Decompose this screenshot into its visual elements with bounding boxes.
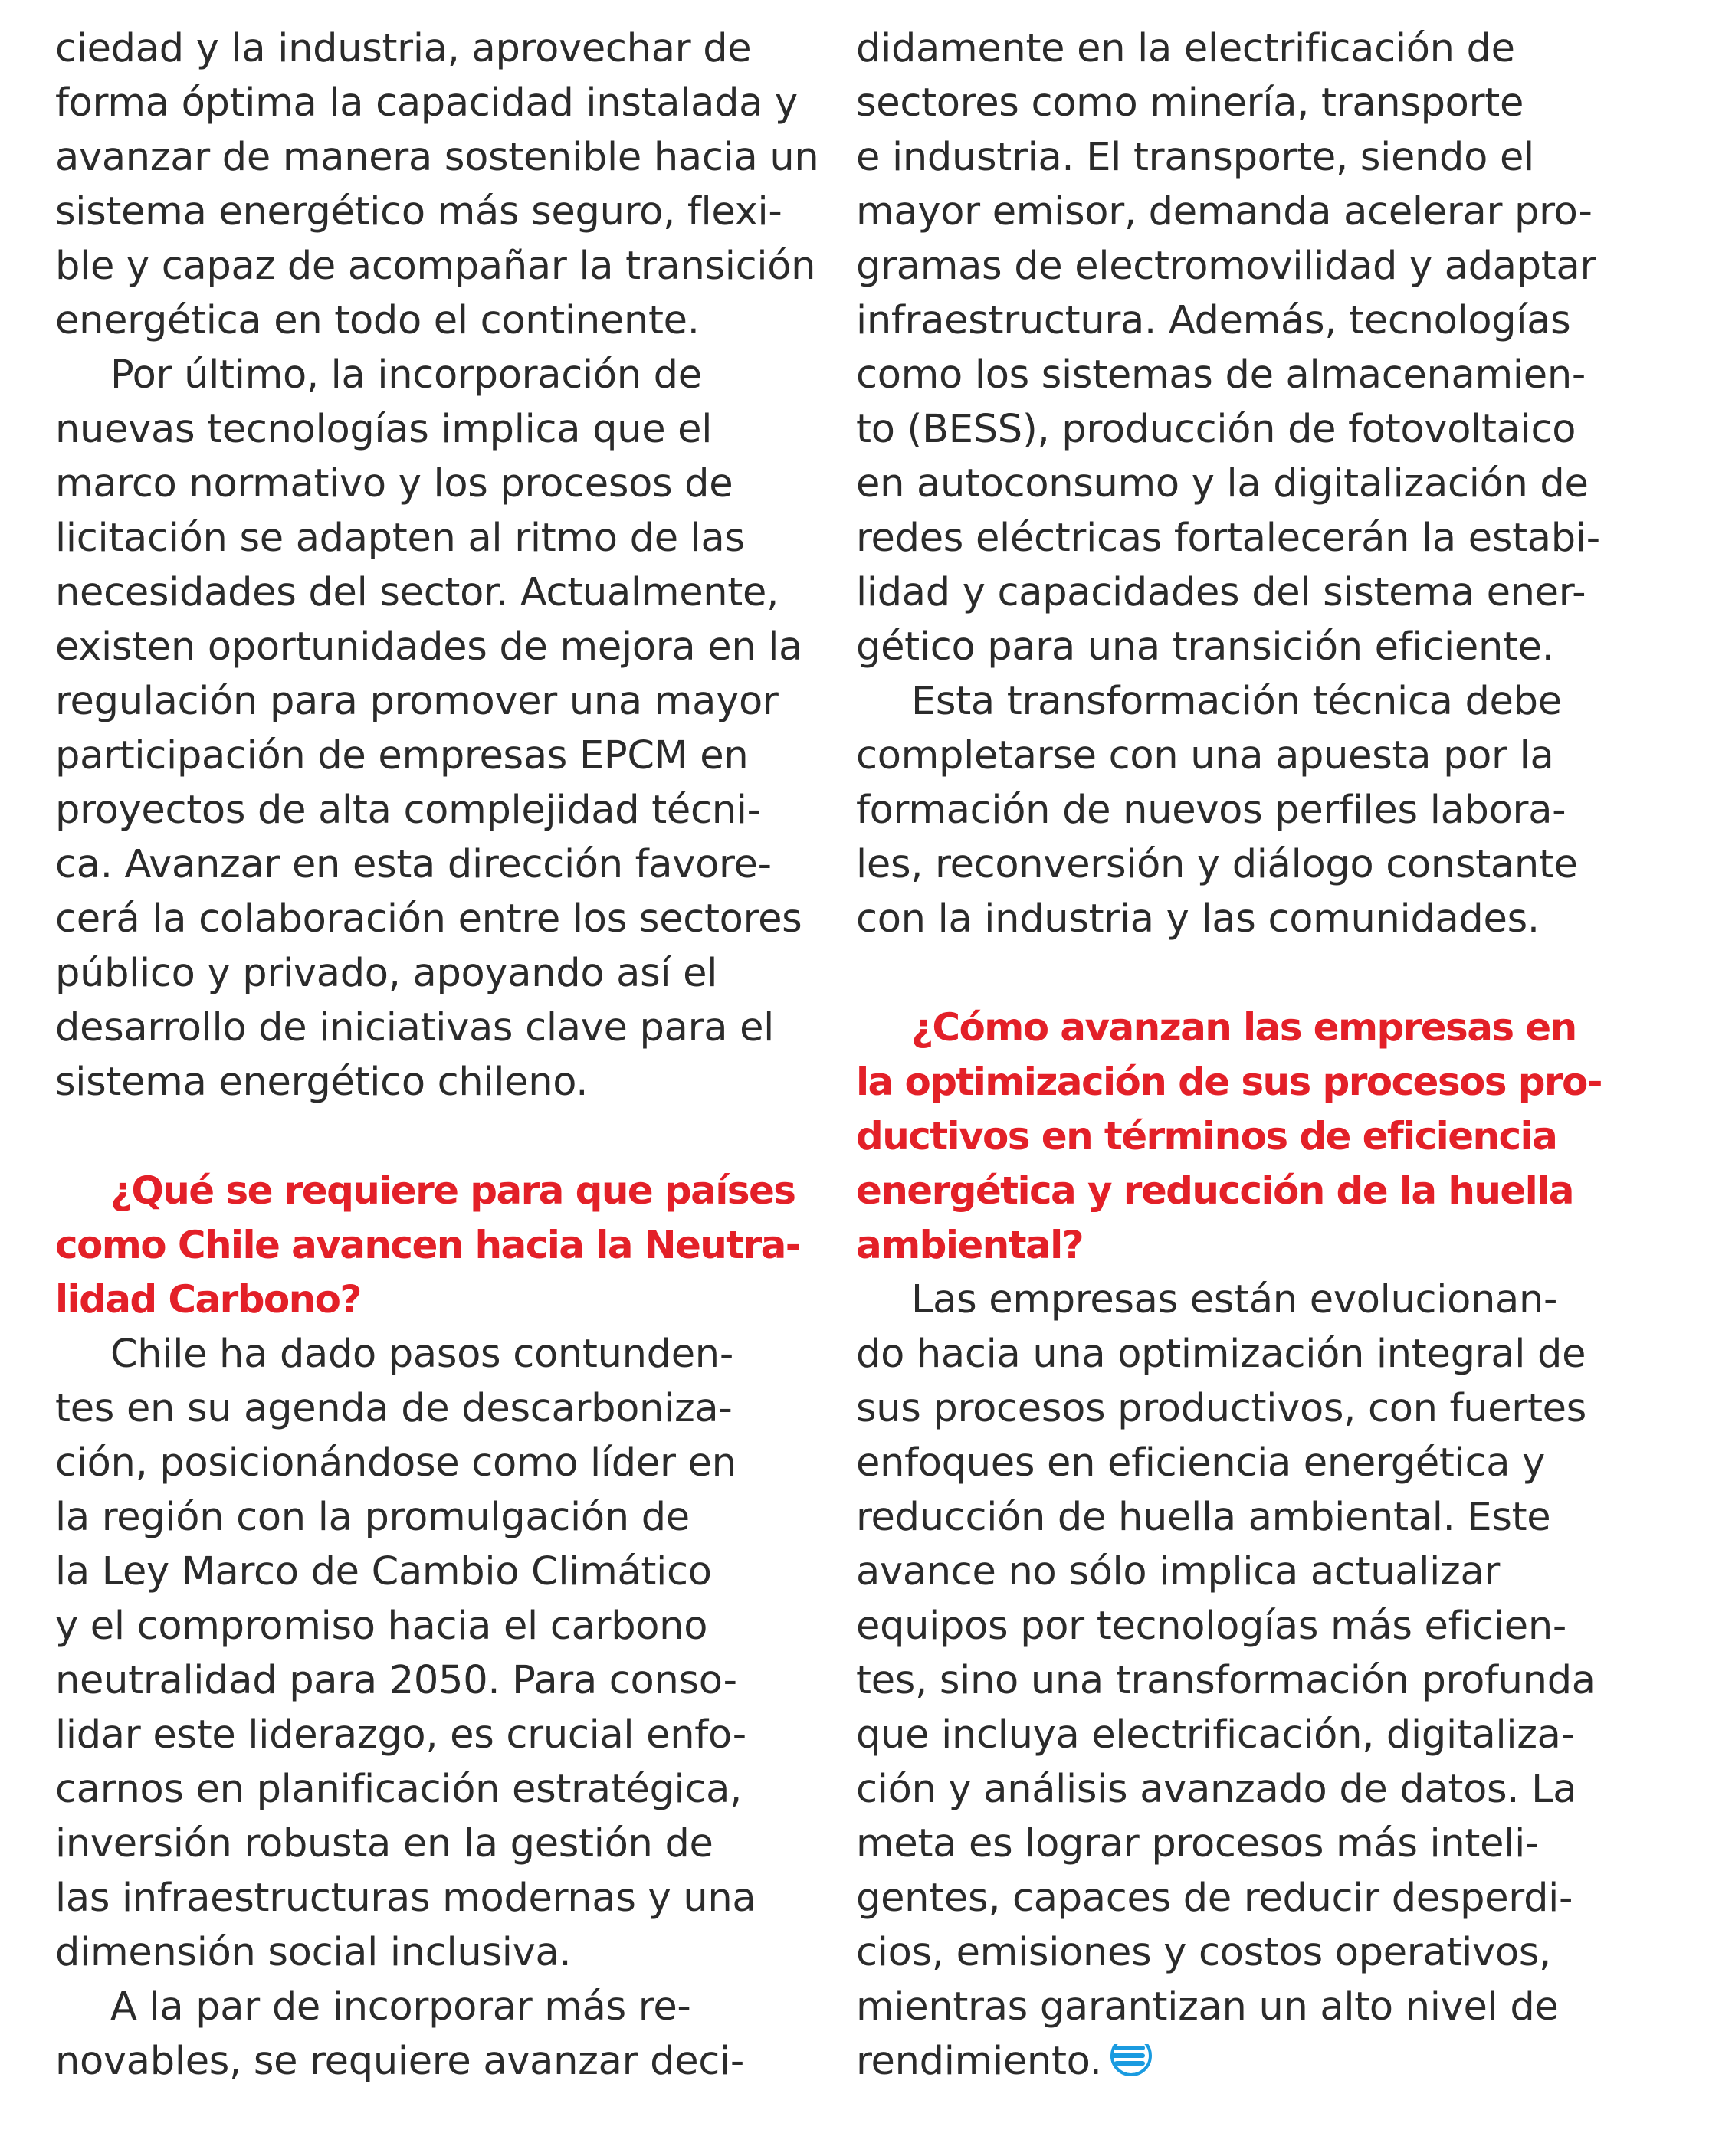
text-line: sistema energético más seguro, flexi- [55, 189, 782, 234]
text-line: ca. Avanzar en esta dirección favore- [55, 842, 772, 887]
text-line: como los sistemas de almacenamien- [856, 352, 1586, 398]
text-line: carnos en planificación estratégica, [55, 1767, 743, 1812]
text-line: enfoques en eficiencia energética y [856, 1440, 1545, 1486]
text-line-last [856, 2034, 1668, 2089]
text-line: y el compromiso hacia el carbono [55, 1604, 708, 1649]
text-line: la región con la promulgación de [55, 1495, 690, 1540]
text-line: público y privado, apoyando así el [55, 951, 718, 996]
text-line: ción, posicionándose como líder en [55, 1440, 736, 1486]
text-line: formación de nuevos perfiles labora- [856, 788, 1566, 833]
heading-line: ductivos en términos de eficiencia [856, 1114, 1557, 1158]
text-line: en autoconsumo y la digitalización de [856, 461, 1589, 506]
left-paragraph-3 [55, 1327, 822, 1980]
text-line: ble y capaz de acompañar la transición [55, 244, 816, 289]
text-line: novables, se requiere avanzar deci- [55, 2039, 745, 2084]
text-line: marco normativo y los procesos de [55, 461, 733, 506]
text-line: sectores como minería, transporte [856, 80, 1524, 126]
text-line: sistema energético chileno. [55, 1060, 589, 1105]
text-line: lidad y capacidades del sistema ener- [856, 570, 1586, 615]
text-line: meta es lograr procesos más inteli- [856, 1821, 1540, 1866]
section-gap [856, 946, 1668, 1001]
right-paragraph-1 [856, 21, 1668, 674]
text-line: proyectos de alta complejidad técni- [55, 788, 761, 833]
text-line: reducción de huella ambiental. Este [856, 1495, 1551, 1540]
heading-line: ambiental? [856, 1223, 1084, 1267]
heading-line: ¿Qué se requiere para que países [110, 1168, 795, 1213]
text-line: ciedad y la industria, aprovechar de [55, 26, 752, 71]
text-line: sus procesos productivos, con fuertes [856, 1386, 1587, 1431]
text-line: mayor emisor, demanda acelerar pro- [856, 189, 1593, 234]
left-paragraph-4 [55, 1980, 822, 2089]
text-line: avance no sólo implica actualizar [856, 1549, 1501, 1594]
text-line: A la par de incorporar más re- [110, 1984, 691, 2030]
text-line: infraestructura. Además, tecnologías [856, 298, 1571, 343]
right-paragraph-2 [856, 674, 1668, 946]
right-paragraph-3 [856, 1273, 1668, 2089]
text-line: forma óptima la capacidad instalada y [55, 80, 798, 126]
right-column [856, 21, 1668, 2089]
text-line: energética en todo el continente. [55, 298, 700, 343]
text-line: redes eléctricas fortalecerán la estabi- [856, 516, 1600, 561]
text-line: cerá la colaboración entre los sectores [55, 896, 802, 942]
heading-line: la optimización de sus procesos pro- [856, 1060, 1602, 1104]
text-line: con la industria y las comunidades. [856, 896, 1540, 942]
text-line: avanzar de manera sostenible hacia un [55, 135, 819, 180]
text-line: licitación se adapten al ritmo de las [55, 516, 745, 561]
left-column [55, 21, 822, 2089]
text-line: lidar este liderazgo, es crucial enfo- [55, 1712, 746, 1758]
text-line: existen oportunidades de mejora en la [55, 624, 803, 670]
section-heading-optimizacion [856, 1001, 1668, 1273]
text-line: neutralidad para 2050. Para conso- [55, 1658, 737, 1703]
text-line: equipos por tecnologías más eficien- [856, 1604, 1566, 1649]
text-line: tes en su agenda de descarboniza- [55, 1386, 733, 1431]
text-line: que incluya electrificación, digitaliza- [856, 1712, 1575, 1758]
text-line: didamente en la electrificación de [856, 26, 1515, 71]
text-line: necesidades del sector. Actualmente, [55, 570, 779, 615]
text-line: Las empresas están evolucionan- [911, 1277, 1558, 1322]
text-line: inversión robusta en la gestión de [55, 1821, 713, 1866]
text-line: mientras garantizan un alto nivel de [856, 1984, 1559, 2030]
text-line: cios, emisiones y costos operativos, [856, 1930, 1551, 1975]
section-gap [55, 1109, 822, 1164]
text-line: gramas de electromovilidad y adaptar [856, 244, 1596, 289]
heading-line: lidad Carbono? [55, 1277, 361, 1322]
text-line: gentes, capaces de reducir desperdi- [856, 1876, 1573, 1921]
text-line: ción y análisis avanzado de datos. La [856, 1767, 1577, 1812]
heading-line: ¿Cómo avanzan las empresas en [911, 1005, 1576, 1050]
text-line-final: rendimiento. [856, 2039, 1102, 2084]
text-line: participación de empresas EPCM en [55, 733, 749, 778]
text-line: e industria. El transporte, siendo el [856, 135, 1534, 180]
text-line: do hacia una optimización integral de [856, 1332, 1586, 1377]
text-line: les, reconversión y diálogo constante [856, 842, 1578, 887]
text-line: nuevas tecnologías implica que el [55, 407, 713, 452]
text-line: Por último, la incorporación de [110, 352, 702, 398]
heading-line: como Chile avancen hacia la Neutra- [55, 1223, 800, 1267]
section-heading-neutralidad [55, 1164, 822, 1327]
text-line: desarrollo de iniciativas clave para el [55, 1005, 775, 1050]
text-line: gético para una transición eficiente. [856, 624, 1554, 670]
text-line: dimensión social inclusiva. [55, 1930, 572, 1975]
publication-end-logo-icon [1110, 2034, 1153, 2077]
left-paragraph-1 [55, 21, 822, 348]
text-line: las infraestructuras modernas y una [55, 1876, 756, 1921]
text-line: completarse con una apuesta por la [856, 733, 1554, 778]
text-line: Chile ha dado pasos contunden- [110, 1332, 733, 1377]
text-line: tes, sino una transformación profunda [856, 1658, 1596, 1703]
text-line: la Ley Marco de Cambio Climático [55, 1549, 712, 1594]
left-paragraph-2 [55, 348, 822, 1109]
heading-line: energética y reducción de la huella [856, 1168, 1573, 1213]
text-line: regulación para promover una mayor [55, 679, 779, 724]
text-line: Esta transformación técnica debe [911, 679, 1562, 724]
text-line: to (BESS), producción de fotovoltaico [856, 407, 1576, 452]
